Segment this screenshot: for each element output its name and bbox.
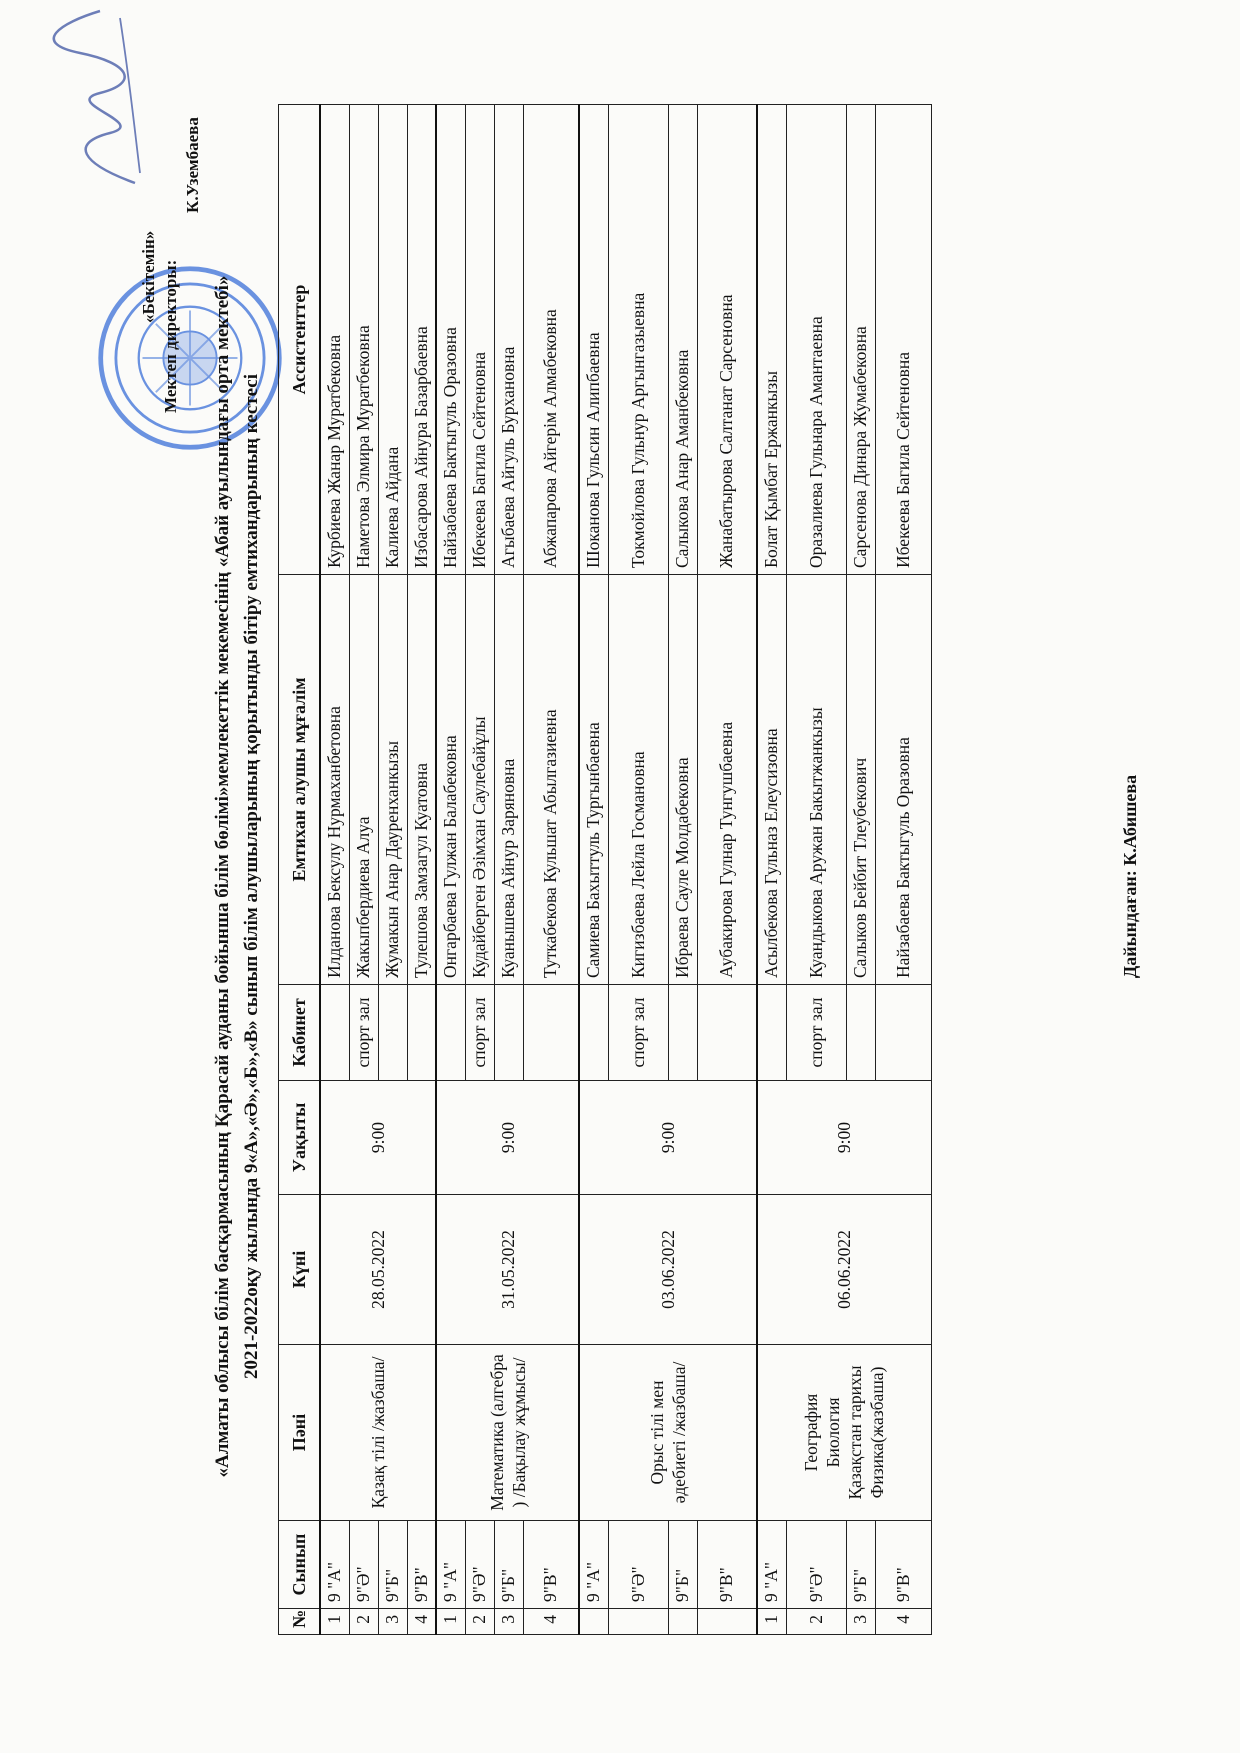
subject-line: География [801, 1393, 822, 1472]
room-cell [407, 985, 436, 1081]
class-cell: 9"В" [407, 1521, 436, 1609]
class-cell: 9"Ә" [786, 1521, 846, 1609]
date-cell: 06.06.2022 [757, 1195, 931, 1345]
room-cell [668, 985, 697, 1081]
class-cell: 9 "А" [320, 1521, 349, 1609]
row-number: 3 [846, 1609, 875, 1635]
teacher-cell: Аубакирова Гулнар Тунгушбаевна [697, 575, 757, 985]
row-number [579, 1609, 608, 1635]
class-cell: 9"Б" [494, 1521, 523, 1609]
subject-cell [757, 1345, 931, 1521]
assistant-cell: Жанабатырова Салтанат Сарсеновна [697, 105, 757, 575]
row-number [668, 1609, 697, 1635]
subject-line: Физика(жазбаша) [867, 1366, 888, 1499]
room-cell [523, 985, 579, 1081]
teacher-cell: Илданова Бексулу Нурмаханбетовна [320, 575, 349, 985]
header-subject: Пәні [279, 1345, 321, 1521]
teacher-cell: Куанышева Айнур Заряновна [494, 575, 523, 985]
class-cell: 9"В" [523, 1521, 579, 1609]
class-cell: 9"Ә" [608, 1521, 668, 1609]
room-cell: спорт зал [608, 985, 668, 1081]
row-number: 1 [436, 1609, 465, 1635]
header-number: № [279, 1609, 321, 1635]
header-time: Уақыты [279, 1081, 321, 1195]
assistant-cell: Агыбаева Айгуль Бурхановна [494, 105, 523, 575]
assistant-cell: Калиева Айдана [378, 105, 407, 575]
room-cell [757, 985, 786, 1081]
class-cell: 9"Б" [378, 1521, 407, 1609]
teacher-cell: Салыков Бейбит Тлеубекович [846, 575, 875, 985]
subject-cell: Орыс тілі мен әдебиеті /жазбаша/ [579, 1345, 757, 1521]
time-cell: 9:00 [579, 1081, 757, 1195]
row-number: 2 [349, 1609, 378, 1635]
prepared-by: Дайындаған: К.Абишева [1120, 774, 1140, 979]
assistant-cell: Шоканова Гульсин Алипбаевна [579, 105, 608, 575]
header-date: Күні [279, 1195, 321, 1345]
document-title-line1: «Алматы облысы білім басқармасының Қарасай ауданы бойынша білім бөлімі»мемлекеттік мекемесінің «Абай ауылындағы орта мектебі» [212, 275, 233, 1478]
row-number [608, 1609, 668, 1635]
row-number: 1 [757, 1609, 786, 1635]
room-cell: спорт зал [465, 985, 494, 1081]
assistant-cell: Салыкова Анар Аманбековна [668, 105, 697, 575]
teacher-cell: Найзабаева Бактыгуль Оразовна [875, 575, 931, 985]
assistant-cell: Оразалиева Гульнара Амантаевна [786, 105, 846, 575]
row-number: 2 [786, 1609, 846, 1635]
room-cell [436, 985, 465, 1081]
class-cell: 9 "А" [579, 1521, 608, 1609]
document-title-line2: 2021-2022оқу жылында 9«А»,«Ә»,«Б»,«В» сынып білім алушыларының қорытынды бітіру емтихандарының кестесі [241, 373, 262, 1380]
room-cell [320, 985, 349, 1081]
room-cell: спорт зал [349, 985, 378, 1081]
table-row [757, 105, 786, 1635]
room-cell [494, 985, 523, 1081]
row-number: 3 [494, 1609, 523, 1635]
teacher-cell: Кудайберген Әзімхан Саулебайұлы [465, 575, 494, 985]
date-cell: 03.06.2022 [579, 1195, 757, 1345]
row-number: 2 [465, 1609, 494, 1635]
approval-block [138, 53, 204, 413]
assistant-cell: Токмойлова Гульнур Аргынгазыевна [608, 105, 668, 575]
teacher-cell: Ибраева Сауле Молдабековна [668, 575, 697, 985]
class-cell: 9"Ә" [465, 1521, 494, 1609]
assistant-cell: Наметова Элмира Муратбековна [349, 105, 378, 575]
time-cell: 9:00 [320, 1081, 436, 1195]
room-cell: спорт зал [786, 985, 846, 1081]
row-number [697, 1609, 757, 1635]
subject-cell: Математика (алгебра ) /Бақылау жұмысы/ [436, 1345, 579, 1521]
teacher-cell: Самиева Бахыттуль Тургынбаевна [579, 575, 608, 985]
subject-line: Биология [823, 1397, 844, 1468]
teacher-cell: Тулешова Замзагул Куатовна [407, 575, 436, 985]
class-cell: 9"Б" [846, 1521, 875, 1609]
room-cell [846, 985, 875, 1081]
teacher-cell: Асылбекова Гульназ Елеусизовна [757, 575, 786, 985]
assistant-cell: Ибекеева Багила Сейтеновна [465, 105, 494, 575]
date-cell: 31.05.2022 [436, 1195, 579, 1345]
assistant-cell: Абжапарова Айгерім Алмабековна [523, 105, 579, 575]
row-number: 1 [320, 1609, 349, 1635]
director-name: К.Узембаева [183, 117, 202, 213]
class-cell: 9"Б" [668, 1521, 697, 1609]
table-row [320, 105, 349, 1635]
class-cell: 9 "А" [757, 1521, 786, 1609]
table-header-row [279, 105, 321, 1635]
row-number: 3 [378, 1609, 407, 1635]
date-cell: 28.05.2022 [320, 1195, 436, 1345]
teacher-cell: Жумакын Анар Дауренханкызы [378, 575, 407, 985]
row-number: 4 [407, 1609, 436, 1635]
table-row [436, 105, 465, 1635]
class-cell: 9"В" [875, 1521, 931, 1609]
assistant-cell: Сарсенова Динара Жумабековна [846, 105, 875, 575]
teacher-cell: Онгарбаева Гулжан Балабековна [436, 575, 465, 985]
time-cell: 9:00 [436, 1081, 579, 1195]
assistant-cell: Найзабаева Бактыгуль Оразовна [436, 105, 465, 575]
header-assistants: Ассистенттер [279, 105, 321, 575]
assistant-cell: Курбиева Жанар Муратбековна [320, 105, 349, 575]
row-number: 4 [523, 1609, 579, 1635]
room-cell [579, 985, 608, 1081]
subject-line: Қазақстан тарихы [845, 1365, 866, 1500]
approve-label: «Бекітемін» [139, 230, 158, 323]
row-number: 4 [875, 1609, 931, 1635]
room-cell [378, 985, 407, 1081]
teacher-cell: Куандыкова Аружан Бакытжанкызы [786, 575, 846, 985]
teacher-cell: Туткабекова Кульшат Абылгазиевна [523, 575, 579, 985]
class-cell: 9"В" [697, 1521, 757, 1609]
table-row [579, 105, 608, 1635]
time-cell: 9:00 [757, 1081, 931, 1195]
room-cell [875, 985, 931, 1081]
subject-cell: Қазақ тілі /жазбаша/ [320, 1345, 436, 1521]
room-cell [697, 985, 757, 1081]
header-teacher: Емтихан алушы мұғалім [279, 575, 321, 985]
class-cell: 9"Ә" [349, 1521, 378, 1609]
class-cell: 9 "А" [436, 1521, 465, 1609]
teacher-cell: Жакыпбердиева Алуа [349, 575, 378, 985]
assistant-cell: Ибекеева Багила Сейтеновна [875, 105, 931, 575]
header-room: Кабинет [279, 985, 321, 1081]
assistant-cell: Болат Қымбат Ержанкызы [757, 105, 786, 575]
exam-schedule-table [278, 104, 932, 1635]
header-class: Сынып [279, 1521, 321, 1609]
assistant-cell: Избасарова Айнура Базарбаевна [407, 105, 436, 575]
teacher-cell: Кигизбаева Лейла Госмановна [608, 575, 668, 985]
director-label: Мектеп директоры: [161, 259, 180, 413]
